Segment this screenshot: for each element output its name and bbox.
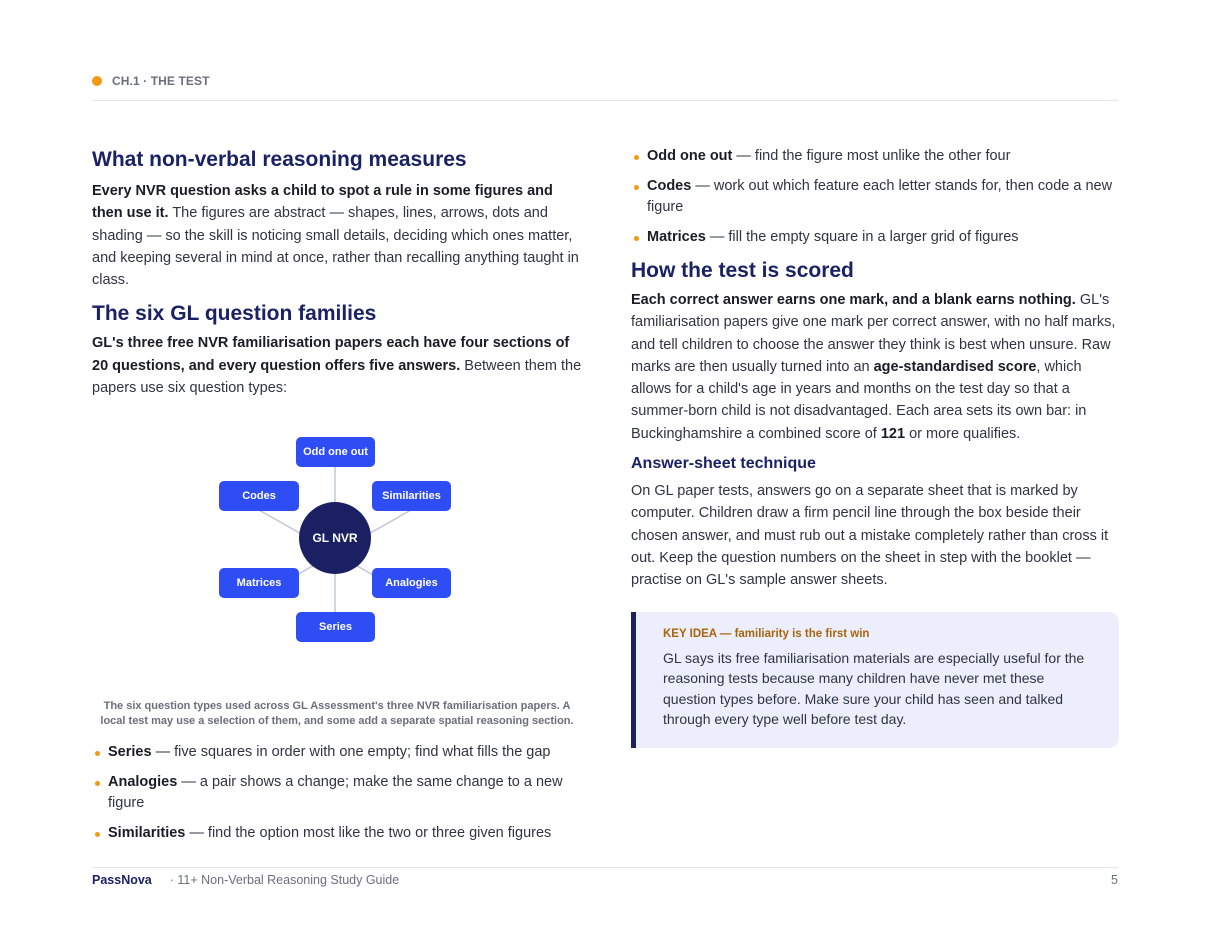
measures-paragraph <box>92 180 582 291</box>
bullet-icon <box>634 155 639 160</box>
bullet-icon <box>634 236 639 241</box>
node-analogies: Analogies <box>372 568 451 598</box>
list-item-term: Codes <box>647 177 692 194</box>
list-item <box>92 772 582 815</box>
list-item-term: Analogies <box>108 773 178 790</box>
scoring-term: age-standardised score <box>873 358 1037 375</box>
scoring-threshold: 121 <box>880 425 906 442</box>
header-divider <box>92 100 1118 101</box>
list-item-desc: — five squares in order with one empty; find what fills the gap <box>151 744 551 761</box>
diagram-caption: The six question types used across GL Assessment's three NVR familiarisation papers. A local test may use a selection of them, and some add a separate spatial reasoning section. <box>100 700 574 728</box>
chapter-label: CH.1 · THE TEST <box>112 74 210 88</box>
scoring-body-3: or more qualifies. <box>905 425 1021 442</box>
measures-lead: Every NVR question asks a child to spot a rule in some figures and then use it. <box>92 183 553 222</box>
list-item-desc: — fill the empty square in a larger grid of figures <box>705 228 1019 245</box>
list-item <box>631 146 1119 168</box>
list-item-desc: — work out which feature each letter stands for, then code a new figure <box>647 177 1113 215</box>
list-item-term: Odd one out <box>647 148 733 164</box>
callout-body: GL says its free familiarisation materials are especially useful for the reasoning tests because many children have never met these question types before. Make sure your child has seen and talked through every type well before test day. <box>663 649 1085 728</box>
node-matrices: Matrices <box>219 568 299 598</box>
scoring-body-1: GL's familiarisation papers give one mark per correct answer, with no half marks, and tell children to choose the answer they think is best when unsure. Raw marks are then usually turned into an <box>631 292 1116 375</box>
question-type-list-right <box>631 146 1119 248</box>
families-paragraph <box>92 332 582 399</box>
callout-title: KEY IDEA — familiarity is the first win <box>663 627 870 640</box>
running-footer <box>92 873 1118 887</box>
footer-brand: PassNova <box>92 873 152 887</box>
key-idea-callout <box>631 612 1119 748</box>
section-heading-answer-sheet: Answer-sheet technique <box>631 455 816 473</box>
diagram-hub: GL NVR <box>299 502 371 574</box>
section-heading-families: The six GL question families <box>92 302 377 326</box>
scoring-lead: Each correct answer earns one mark, and a blank earns nothing. <box>631 292 1076 308</box>
families-lead: GL's three free NVR familiarisation papers each have four sections of 20 questions, and every question offers five answers. <box>92 335 570 374</box>
list-item-term: Similarities <box>108 824 186 841</box>
list-item <box>631 227 1119 249</box>
list-item-term: Matrices <box>647 228 706 245</box>
list-item-desc: — find the option most like the two or three given figures <box>185 824 552 841</box>
measures-body: The figures are abstract — shapes, lines, arrows, dots and shading — so the skill is noticing small details, deciding which ones matter, and keeping several in mind at once, rather than recalling anything taught in class. <box>92 205 579 289</box>
footer-title: · 11+ Non-Verbal Reasoning Study Guide <box>169 873 400 887</box>
chapter-dot-icon <box>92 76 102 86</box>
question-families-diagram <box>92 437 582 699</box>
bullet-icon <box>95 781 100 786</box>
node-similarities: Similarities <box>372 481 451 511</box>
list-item <box>92 823 582 845</box>
node-odd-one-out: Odd one out <box>296 437 375 467</box>
list-item-desc: — find the figure most unlike the other four <box>732 148 1011 164</box>
footer-divider <box>92 867 1118 868</box>
section-heading-measures: What non-verbal reasoning measures <box>92 148 467 171</box>
list-item <box>92 742 582 764</box>
question-type-list-left <box>92 742 582 844</box>
scoring-body-2: , which allows for a child's age in years and months on the test day so that a summer-born child is not disadvantaged. Each area sets its own bar: in Buckinghamshire a combined score of <box>631 358 1087 442</box>
node-series: Series <box>296 612 375 642</box>
running-header <box>92 74 210 88</box>
bullet-icon <box>95 751 100 756</box>
section-heading-scoring: How the test is scored <box>631 259 854 282</box>
node-codes: Codes <box>219 481 299 511</box>
page-number: 5 <box>1111 873 1118 887</box>
families-body: Between them the papers use six question types: <box>92 357 582 397</box>
answer-sheet-paragraph: On GL paper tests, answers go on a separate sheet that is marked by computer. Children draw a firm pencil line through the box beside their chosen answer, and must rub out a mistake completely rather than cross it out. Keep the question numbers on the sheet in step with the booklet — practise on GL's sample answer sheets. <box>631 483 1109 589</box>
scoring-paragraph <box>631 289 1119 445</box>
list-item-term: Series <box>108 744 152 761</box>
list-item-desc: — a pair shows a change; make the same change to a new figure <box>108 773 563 812</box>
list-item <box>631 176 1119 219</box>
bullet-icon <box>634 185 639 190</box>
right-column <box>631 146 1119 748</box>
bullet-icon <box>95 832 100 837</box>
left-column <box>92 146 582 844</box>
